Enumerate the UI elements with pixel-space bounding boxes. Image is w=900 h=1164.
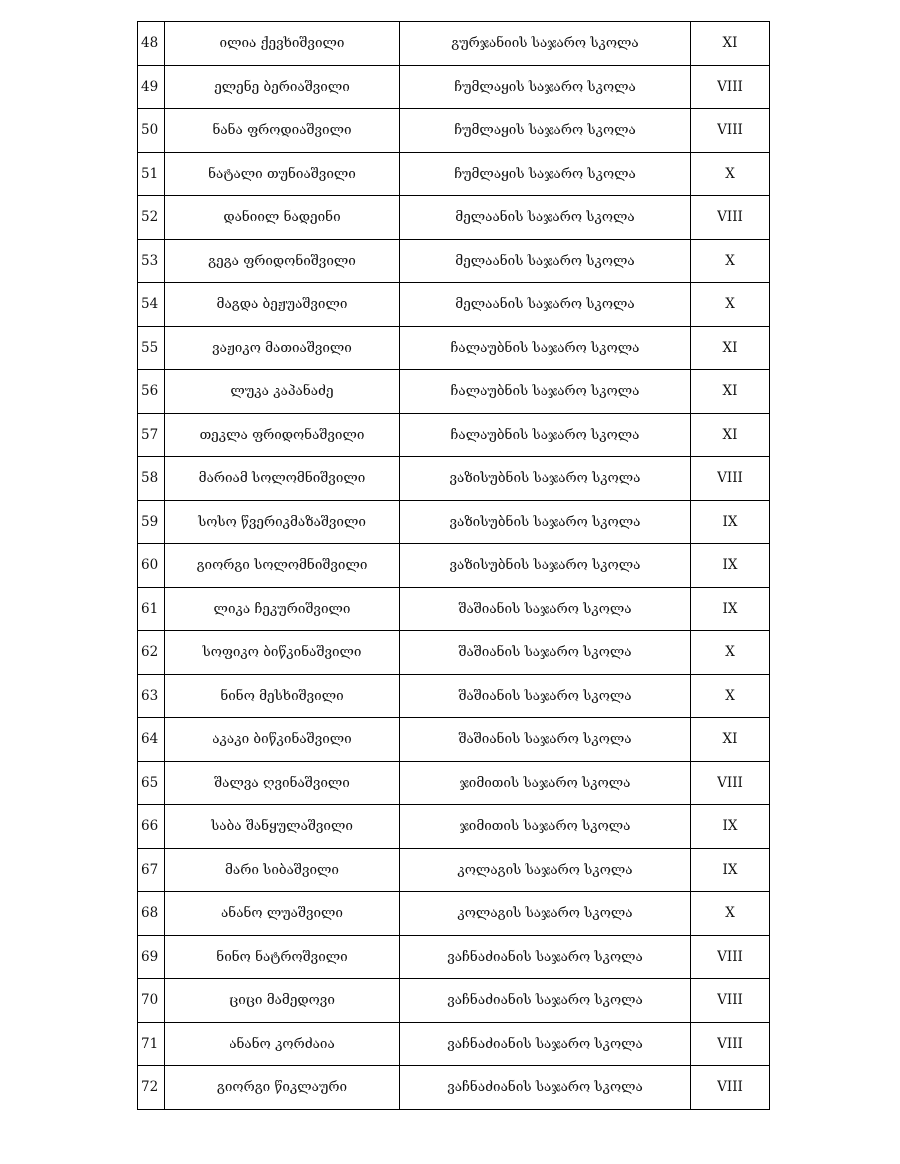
- row-number: 64: [138, 718, 165, 762]
- school-name: შაშიანის საჯარო სკოლა: [400, 718, 691, 762]
- school-name: ვაზისუბნის საჯარო სკოლა: [400, 457, 691, 501]
- table-row: [138, 674, 770, 718]
- school-name: კოლაგის საჯარო სკოლა: [400, 848, 691, 892]
- school-name: ჩალაუბნის საჯარო სკოლა: [400, 413, 691, 457]
- grade-level: IX: [691, 848, 770, 892]
- table-row: [138, 848, 770, 892]
- row-number: 70: [138, 979, 165, 1023]
- school-name: მელაანის საჯარო სკოლა: [400, 196, 691, 240]
- school-name: ვაზისუბნის საჯარო სკოლა: [400, 500, 691, 544]
- school-name: შაშიანის საჯარო სკოლა: [400, 587, 691, 631]
- row-number: 61: [138, 587, 165, 631]
- row-number: 56: [138, 370, 165, 414]
- row-number: 63: [138, 674, 165, 718]
- row-number: 69: [138, 935, 165, 979]
- row-number: 52: [138, 196, 165, 240]
- grade-level: VIII: [691, 65, 770, 109]
- school-name: მელაანის საჯარო სკოლა: [400, 239, 691, 283]
- school-name: მელაანის საჯარო სკოლა: [400, 283, 691, 327]
- table-row: [138, 935, 770, 979]
- school-name: ვაჩნაძიანის საჯარო სკოლა: [400, 1022, 691, 1066]
- school-name: ჩუმლაყის საჯარო სკოლა: [400, 65, 691, 109]
- table-row: [138, 196, 770, 240]
- row-number: 60: [138, 544, 165, 588]
- row-number: 48: [138, 22, 165, 66]
- school-name: ჯიმითის საჯარო სკოლა: [400, 761, 691, 805]
- school-name: ვაჩნაძიანის საჯარო სკოლა: [400, 979, 691, 1023]
- grade-level: X: [691, 892, 770, 936]
- school-name: ჩუმლაყის საჯარო სკოლა: [400, 109, 691, 153]
- grade-level: IX: [691, 805, 770, 849]
- student-name: ციცი მამედოვი: [165, 979, 400, 1023]
- grade-level: XI: [691, 326, 770, 370]
- student-name: გეგა ფრიდონიშვილი: [165, 239, 400, 283]
- row-number: 50: [138, 109, 165, 153]
- table-row: [138, 1066, 770, 1110]
- table-row: [138, 805, 770, 849]
- student-name: ნანა ფროდიაშვილი: [165, 109, 400, 153]
- table-row: [138, 718, 770, 762]
- school-name: კოლაგის საჯარო სკოლა: [400, 892, 691, 936]
- row-number: 53: [138, 239, 165, 283]
- school-name: ვაჩნაძიანის საჯარო სკოლა: [400, 1066, 691, 1110]
- student-name: ელენე ბერიაშვილი: [165, 65, 400, 109]
- row-number: 67: [138, 848, 165, 892]
- grade-level: X: [691, 631, 770, 675]
- school-name: ჩუმლაყის საჯარო სკოლა: [400, 152, 691, 196]
- row-number: 58: [138, 457, 165, 501]
- row-number: 59: [138, 500, 165, 544]
- table-row: [138, 65, 770, 109]
- table-row: [138, 1022, 770, 1066]
- table-row: [138, 152, 770, 196]
- table-row: [138, 22, 770, 66]
- student-name: ნინო მესხიშვილი: [165, 674, 400, 718]
- row-number: 66: [138, 805, 165, 849]
- grade-level: VIII: [691, 1022, 770, 1066]
- student-name: ნატალი თუნიაშვილი: [165, 152, 400, 196]
- table-row: [138, 457, 770, 501]
- table-row: [138, 587, 770, 631]
- student-name: სოფიკო ბიწკინაშვილი: [165, 631, 400, 675]
- student-name: გიორგი წიკლაური: [165, 1066, 400, 1110]
- row-number: 55: [138, 326, 165, 370]
- student-name: ვაჟიკო მათიაშვილი: [165, 326, 400, 370]
- table-row: [138, 761, 770, 805]
- table-row: [138, 500, 770, 544]
- student-name: ლიკა ჩეკურიშვილი: [165, 587, 400, 631]
- grade-level: XI: [691, 370, 770, 414]
- row-number: 49: [138, 65, 165, 109]
- student-name: მაგდა ბეჟუაშვილი: [165, 283, 400, 327]
- grade-level: XI: [691, 22, 770, 66]
- school-name: გურჯანიის საჯარო სკოლა: [400, 22, 691, 66]
- table-row: [138, 239, 770, 283]
- student-name: გიორგი სოლომნიშვილი: [165, 544, 400, 588]
- table-body: [138, 22, 770, 1110]
- grade-level: VIII: [691, 935, 770, 979]
- student-name: მარიამ სოლომნიშვილი: [165, 457, 400, 501]
- table-row: [138, 979, 770, 1023]
- grade-level: VIII: [691, 1066, 770, 1110]
- participants-table: [137, 21, 770, 1110]
- student-name: საბა შანყულაშვილი: [165, 805, 400, 849]
- student-name: დანიილ ნადეინი: [165, 196, 400, 240]
- grade-level: XI: [691, 413, 770, 457]
- student-name: შალვა ღვინაშვილი: [165, 761, 400, 805]
- school-name: შაშიანის საჯარო სკოლა: [400, 674, 691, 718]
- student-name: თეკლა ფრიდონაშვილი: [165, 413, 400, 457]
- school-name: ვაზისუბნის საჯარო სკოლა: [400, 544, 691, 588]
- school-name: ვაჩნაძიანის საჯარო სკოლა: [400, 935, 691, 979]
- row-number: 62: [138, 631, 165, 675]
- table-row: [138, 544, 770, 588]
- student-name: ნინო ნატროშვილი: [165, 935, 400, 979]
- student-name: ილია ქევხიშვილი: [165, 22, 400, 66]
- grade-level: IX: [691, 587, 770, 631]
- row-number: 57: [138, 413, 165, 457]
- table-row: [138, 631, 770, 675]
- table-row: [138, 413, 770, 457]
- school-name: შაშიანის საჯარო სკოლა: [400, 631, 691, 675]
- table-row: [138, 892, 770, 936]
- grade-level: IX: [691, 500, 770, 544]
- grade-level: VIII: [691, 761, 770, 805]
- grade-level: X: [691, 674, 770, 718]
- grade-level: VIII: [691, 979, 770, 1023]
- school-name: ჩალაუბნის საჯარო სკოლა: [400, 326, 691, 370]
- student-name: ანანო ლუაშვილი: [165, 892, 400, 936]
- row-number: 54: [138, 283, 165, 327]
- grade-level: XI: [691, 718, 770, 762]
- school-name: ჯიმითის საჯარო სკოლა: [400, 805, 691, 849]
- student-name: მარი სიბაშვილი: [165, 848, 400, 892]
- row-number: 72: [138, 1066, 165, 1110]
- grade-level: X: [691, 239, 770, 283]
- student-name: სოსო წვერიკმაზაშვილი: [165, 500, 400, 544]
- grade-level: X: [691, 283, 770, 327]
- table-row: [138, 109, 770, 153]
- row-number: 65: [138, 761, 165, 805]
- grade-level: X: [691, 152, 770, 196]
- student-name: ანანო კორძაია: [165, 1022, 400, 1066]
- row-number: 71: [138, 1022, 165, 1066]
- student-name: ლუკა კაპანაძე: [165, 370, 400, 414]
- grade-level: VIII: [691, 196, 770, 240]
- school-name: ჩალაუბნის საჯარო სკოლა: [400, 370, 691, 414]
- table-row: [138, 326, 770, 370]
- row-number: 51: [138, 152, 165, 196]
- table-row: [138, 370, 770, 414]
- student-name: აკაკი ბიწკინაშვილი: [165, 718, 400, 762]
- grade-level: VIII: [691, 457, 770, 501]
- table-row: [138, 283, 770, 327]
- grade-level: VIII: [691, 109, 770, 153]
- grade-level: IX: [691, 544, 770, 588]
- row-number: 68: [138, 892, 165, 936]
